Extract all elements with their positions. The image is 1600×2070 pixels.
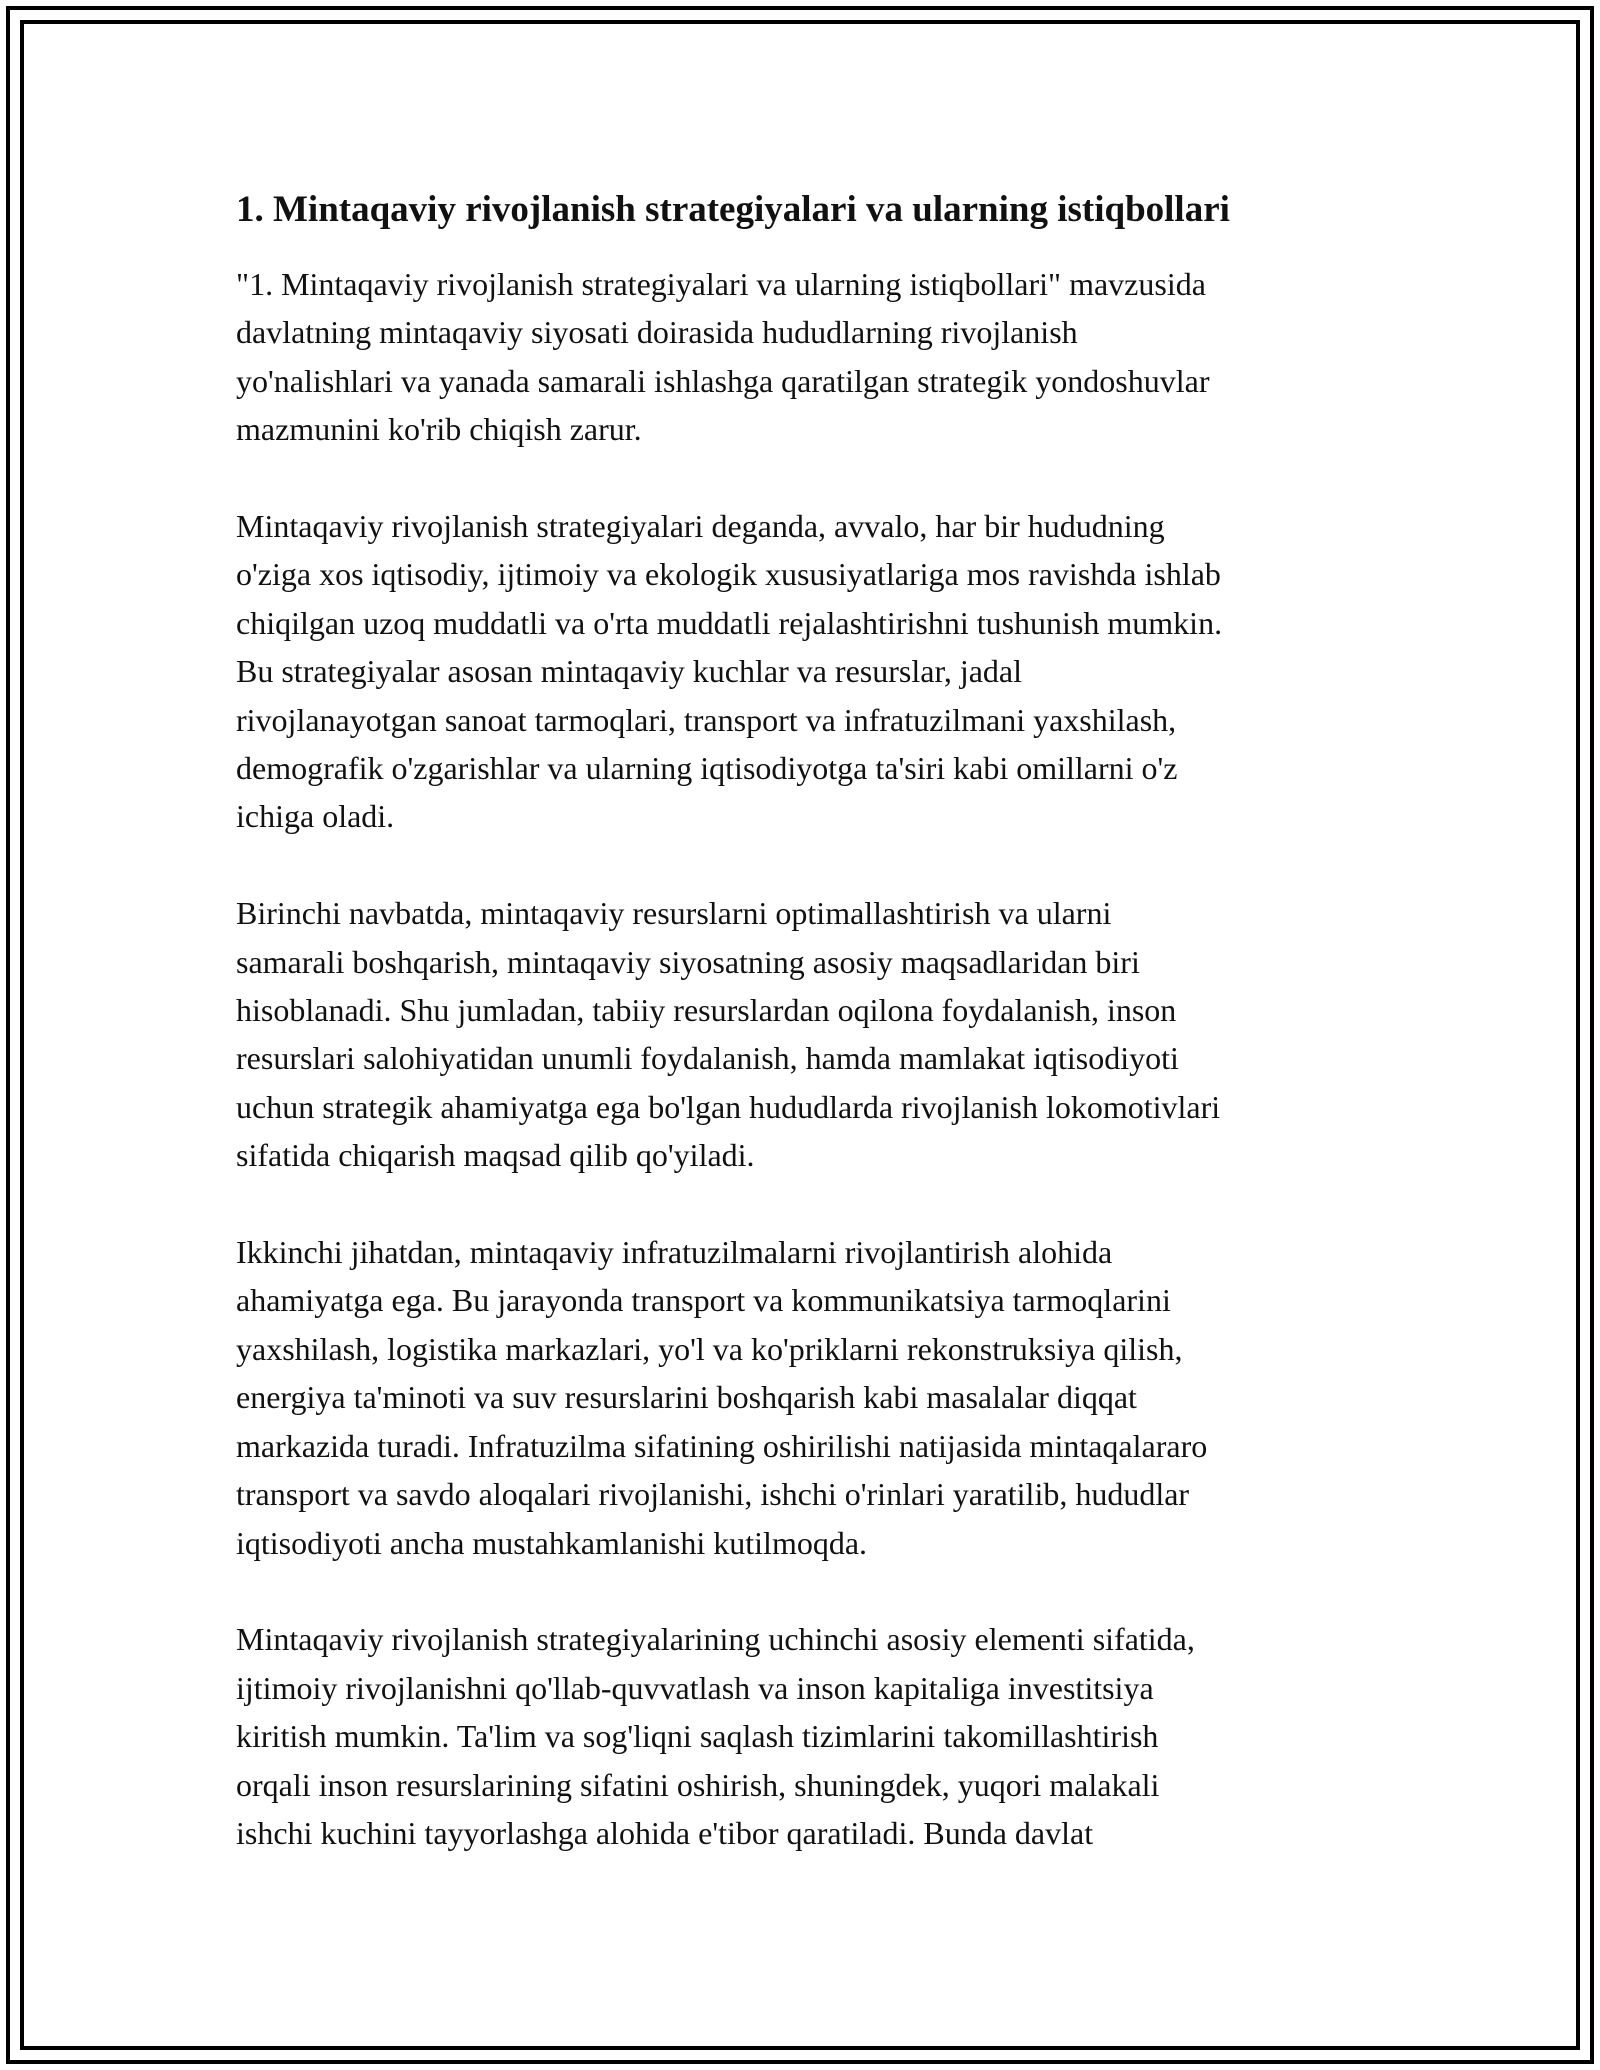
text-line: mazmunini ko'rib chiqish zarur. bbox=[236, 411, 642, 448]
text-line: energiya ta'minoti va suv resurslarini boshqarish kabi masalalar diqqat bbox=[236, 1379, 1137, 1416]
paragraph-1 bbox=[236, 260, 1376, 454]
document-body bbox=[236, 186, 1376, 1906]
paragraph-2 bbox=[236, 502, 1376, 841]
text-line: ijtimoiy rivojlanishni qo'llab-quvvatlash va inson kapitaliga investitsiya bbox=[236, 1669, 1154, 1706]
paragraph-5 bbox=[236, 1615, 1376, 1857]
paragraph-4 bbox=[236, 1228, 1376, 1567]
text-line: resurslari salohiyatidan unumli foydalanish, hamda mamlakat iqtisodiyoti bbox=[236, 1040, 1179, 1077]
paragraph-3 bbox=[236, 889, 1376, 1179]
text-line: chiqilgan uzoq muddatli va o'rta muddatli rejalashtirishni tushunish mumkin. bbox=[236, 604, 1223, 641]
text-line: orqali inson resurslarining sifatini oshirish, shuningdek, yuqori malakali bbox=[236, 1766, 1160, 1803]
text-line: ahamiyatga ega. Bu jarayonda transport va kommunikatsiya tarmoqlarini bbox=[236, 1282, 1171, 1319]
text-line: hisoblanadi. Shu jumladan, tabiiy resurslardan oqilona foydalanish, inson bbox=[236, 992, 1177, 1029]
text-line: yo'nalishlari va yanada samarali ishlashga qaratilgan strategik yondoshuvlar bbox=[236, 362, 1210, 399]
text-line: sifatida chiqarish maqsad qilib qo'yiladi. bbox=[236, 1137, 755, 1174]
text-line: Mintaqaviy rivojlanish strategiyalarining uchinchi asosiy elementi sifatida, bbox=[236, 1621, 1195, 1658]
text-line: markazida turadi. Infratuzilma sifatining oshirilishi natijasida mintaqalararo bbox=[236, 1427, 1208, 1464]
text-line: Mintaqaviy rivojlanish strategiyalari deganda, avvalo, har bir hududning bbox=[236, 508, 1165, 545]
text-line: demografik o'zgarishlar va ularning iqtisodiyotga ta'siri kabi omillarni o'z bbox=[236, 750, 1178, 787]
text-line: kiritish mumkin. Ta'lim va sog'liqni saqlash tizimlarini takomillashtirish bbox=[236, 1718, 1159, 1755]
text-line: yaxshilash, logistika markazlari, yo'l va ko'priklarni rekonstruksiya qilish, bbox=[236, 1330, 1183, 1367]
text-line: Ikkinchi jihatdan, mintaqaviy infratuzilmalarni rivojlantirish alohida bbox=[236, 1234, 1113, 1271]
text-line: Birinchi navbatda, mintaqaviy resurslarni optimallashtirish va ularni bbox=[236, 895, 1112, 932]
text-line: rivojlanayotgan sanoat tarmoqlari, transport va infratuzilmani yaxshilash, bbox=[236, 701, 1177, 738]
text-line: ishchi kuchini tayyorlashga alohida e'tibor qaratiladi. Bunda davlat bbox=[236, 1814, 1094, 1851]
text-line: o'ziga xos iqtisodiy, ijtimoiy va ekologik xususiyatlariga mos ravishda ishlab bbox=[236, 556, 1221, 593]
page-title: 1. Mintaqaviy rivojlanish strategiyalari va ularning istiqbollari bbox=[236, 189, 1230, 230]
text-line: uchun strategik ahamiyatga ega bo'lgan hududlarda rivojlanish lokomotivlari bbox=[236, 1088, 1221, 1125]
text-line: davlatning mintaqaviy siyosati doirasida hududlarning rivojlanish bbox=[236, 314, 1078, 351]
text-line: samarali boshqarish, mintaqaviy siyosatning asosiy maqsadlaridan biri bbox=[236, 943, 1140, 980]
text-line: iqtisodiyoti ancha mustahkamlanishi kutilmoqda. bbox=[236, 1524, 868, 1561]
text-line: transport va savdo aloqalari rivojlanishi, ishchi o'rinlari yaratilib, hududlar bbox=[236, 1476, 1190, 1513]
text-line: ichiga oladi. bbox=[236, 798, 395, 835]
text-line: Bu strategiyalar asosan mintaqaviy kuchlar va resurslar, jadal bbox=[236, 653, 1022, 690]
text-line: "1. Mintaqaviy rivojlanish strategiyalari va ularning istiqbollari" mavzusida bbox=[236, 266, 1206, 302]
